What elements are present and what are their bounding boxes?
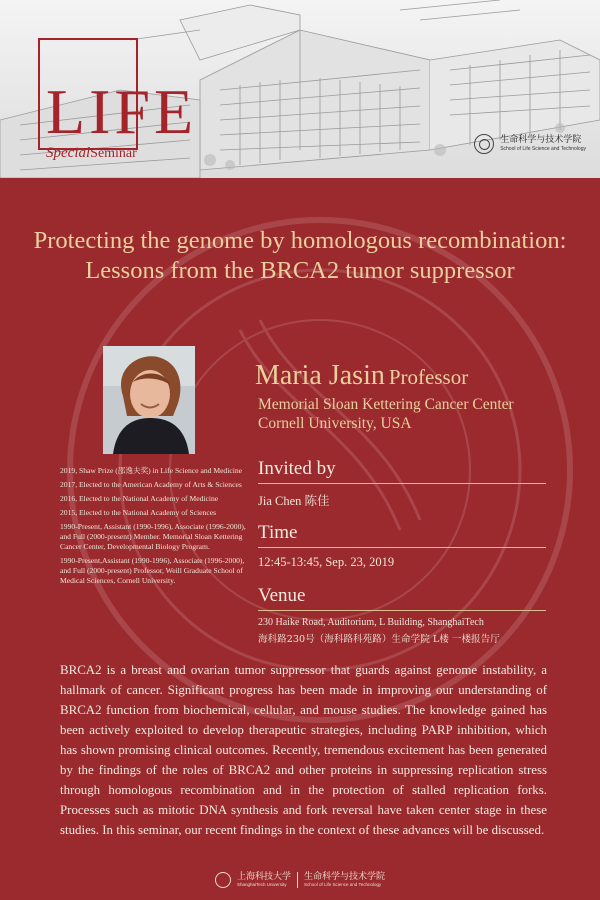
- university-emblem-icon: [215, 872, 231, 888]
- bio-item: 1990-Present, Assistant (1990-1996), Associate (1996-2000), and Full (2000-present) Member. Memorial Sloan Kettering Cancer Center, Developmental Biology Program.: [60, 522, 246, 551]
- speaker-name: [255, 360, 468, 392]
- logo-life-text: LIFE: [46, 76, 198, 147]
- venue-value-en: 230 Haike Road, Auditorium, L Building, ShanghaiTech: [258, 617, 484, 628]
- time-section: [258, 522, 546, 570]
- speaker-bio-list: [60, 466, 250, 590]
- speaker-full-name: Maria Jasin: [255, 360, 385, 391]
- speaker-photo: [103, 346, 195, 454]
- time-value: 12:45-13:45, Sep. 23, 2019: [258, 555, 395, 569]
- venue-heading: Venue: [258, 585, 546, 611]
- logo-special-text: Special: [46, 145, 91, 161]
- invited-heading: Invited by: [258, 458, 546, 484]
- invited-value: Jia Chen 陈佳: [258, 494, 330, 508]
- bio-item: 1990-Present,Assistant (1990-1996), Associate (1996-2000), and Full (2000-present) Professor, Weill Graduate School of Medical Sciences, Cornell University.: [60, 556, 245, 585]
- bio-item: 2015, Elected to the National Academy of Sciences: [60, 508, 217, 517]
- logo-subtitle: [46, 144, 137, 162]
- footer-school-cn: 生命科学与技术学院: [304, 872, 386, 882]
- footer-logos: [0, 872, 600, 888]
- time-heading: Time: [258, 522, 546, 548]
- school-logo: [474, 134, 586, 154]
- bio-item: 2017, Elected to the American Academy of Arts & Sciences: [60, 480, 242, 489]
- venue-value-cn: 海科路230号（海科路科苑路）生命学院 L楼 一楼报告厅: [258, 634, 500, 645]
- life-seminar-logo: [38, 38, 198, 162]
- invited-section: [258, 458, 546, 509]
- footer-divider: [297, 872, 298, 888]
- school-name-en: School of Life Science and Technology: [500, 146, 586, 152]
- footer-university-cn: 上海科技大学: [236, 872, 291, 882]
- logo-seminar-text: Seminar: [90, 146, 137, 161]
- footer-university-en: ShanghaiTech University: [236, 882, 287, 887]
- speaker-affiliation-2: Cornell University, USA: [258, 415, 412, 432]
- footer-school-en: School of Life Science and Technology: [304, 882, 382, 887]
- venue-section: [258, 585, 546, 645]
- seminar-title: Protecting the genome by homologous recombination: Lessons from the BRCA2 tumor suppressor: [33, 227, 567, 284]
- speaker-position: Professor: [388, 365, 469, 389]
- header-campus-image: [0, 0, 600, 178]
- bio-item: 2019, Shaw Prize (邵逸夫奖) in Life Science and Medicine: [60, 466, 242, 475]
- speaker-affiliation-1: Memorial Sloan Kettering Cancer Center: [258, 396, 514, 413]
- bio-item: 2016, Elected to the National Academy of Medicine: [60, 494, 219, 503]
- seminar-abstract: BRCA2 is a breast and ovarian tumor suppressor that guards against genome instability, a hallmark of cancer. Significant progress has been made in improving our understanding of BRCA2 function from biochemical, cellular, and mouse studies. The knowledge gained has been actively exploited to develop therapeutic strategies, including PARP inhibition, which has shown promising clinical outcomes. Recently, tremendous excitement has been generated by the findings of the roles of BRCA2 and other proteins in suppressing replication stress through homologous recombination and in the protection of stalled replication forks. Processes such as mitotic DNA synthesis and fork reversal have taken center stage in these studies. In this seminar, our recent findings in the context of these advances will be discussed.: [60, 663, 547, 837]
- school-emblem-icon: [474, 134, 494, 154]
- school-name-cn: 生命科学与技术学院: [500, 135, 582, 145]
